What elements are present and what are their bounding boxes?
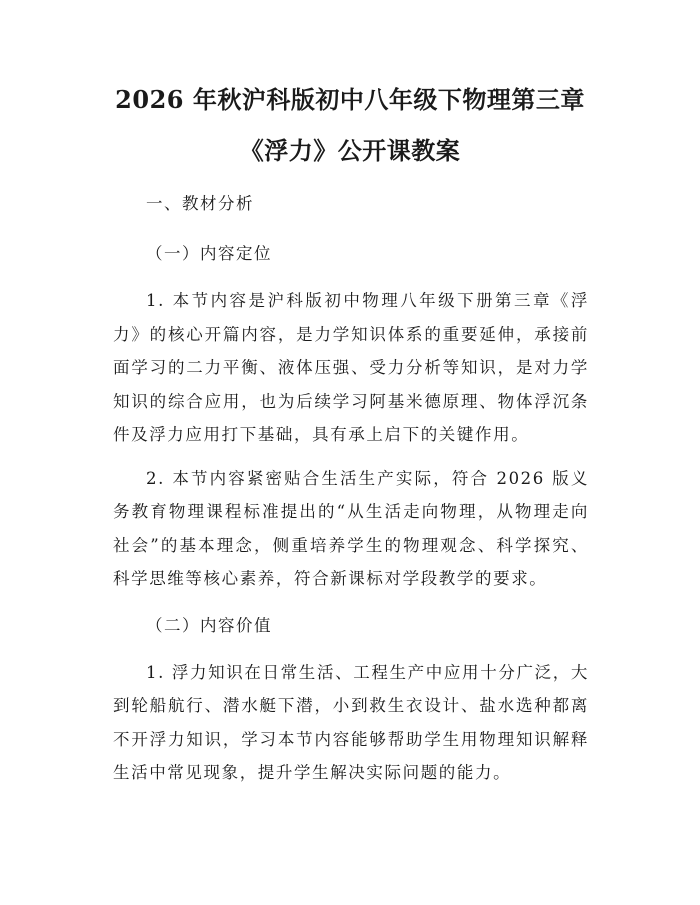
- paragraph-value-1: 1. 浮力知识在日常生活、工程生产中应用十分广泛，大到轮船航行、潜水艇下潜，小到救生衣设计、盐水选种都离不开浮力知识，学习本节内容能够帮助学生用物理知识解释生活中常见现象，提升学生解决实际问题的能力。: [113, 662, 589, 782]
- document-body: [113, 184, 589, 790]
- section-heading-textbook-analysis: 一、教材分析: [146, 194, 254, 213]
- paragraph-positioning-1: 1. 本节内容是沪科版初中物理八年级下册第三章《浮力》的核心开篇内容，是力学知识体系的重要延伸，承接前面学习的二力平衡、液体压强、受力分析等知识，是对力学知识的综合应用，也为后续学习阿基米德原理、物体浮沉条件及浮力应用打下基础，具有承上启下的关键作用。: [113, 291, 589, 444]
- title-line-2: 《浮力》公开课教案: [239, 136, 461, 165]
- subsection-heading-content-value: （二）内容价值: [146, 615, 272, 635]
- title-line-1: 2026 年秋沪科版初中八年级下物理第三章: [115, 85, 585, 114]
- subsection-heading-content-positioning: （一）内容定位: [146, 244, 272, 263]
- paragraph-positioning-2: 2. 本节内容紧密贴合生活生产实际，符合 2026 版义务教育物理课程标准提出的“从生活走向物理，从物理走向社会”的基本理念，侧重培养学生的物理观念、科学探究、科学思维等核心素养，符合新课标对学段教学的要求。: [113, 468, 589, 588]
